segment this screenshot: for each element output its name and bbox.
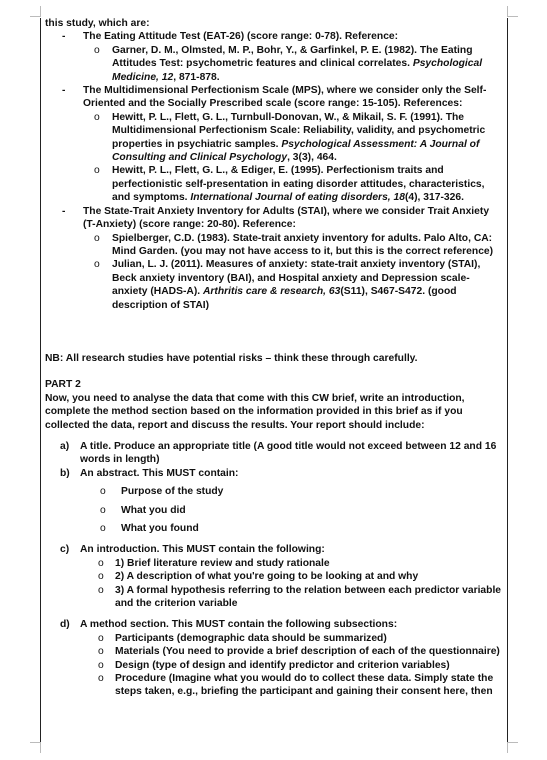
- section-sublist: [100, 485, 503, 535]
- page-corner-mark: [30, 6, 41, 17]
- reference-text: Garner, D. M., Olmsted, M. P., Bohr, Y., & Garfinkel, P. E. (1982). The Eating Attitudes Test: psychometric features and clinical correlates. Psychological Medicine, 12, 871-878.: [112, 44, 483, 83]
- list-item: o Participants (demographic data should be summarized): [98, 632, 387, 644]
- circle-bullet: o: [100, 486, 106, 498]
- part-heading: PART 2: [45, 379, 81, 391]
- reference-item: [94, 111, 503, 165]
- section-letter: b): [60, 467, 70, 479]
- circle-bullet: o: [94, 259, 100, 271]
- page-corner-mark: [507, 6, 518, 17]
- circle-bullet: o: [100, 504, 106, 516]
- part-intro: Now, you need to analyse the data that come with this CW brief, write an introduction, complete the method section based on the information provided in this brief as if you collected the data, report and discuss the results. Your report should include:: [45, 392, 465, 431]
- list-item: o 3) A formal hypothesis referring to the relation between each predictor variable and the criterion variable: [98, 584, 502, 610]
- circle-bullet: o: [98, 571, 104, 583]
- section-text: A method section. This MUST contain the following subsections:: [80, 619, 398, 631]
- section-letter: a): [60, 440, 70, 452]
- measure-item: [62, 30, 503, 43]
- list-item: o 1) Brief literature review and study rationale: [98, 557, 330, 569]
- section-text: An introduction. This MUST contain the following:: [80, 544, 325, 556]
- circle-bullet: o: [94, 44, 100, 56]
- circle-bullet: o: [94, 111, 100, 123]
- circle-bullet: o: [94, 232, 100, 244]
- section-sublist: [98, 632, 503, 699]
- section-sublist: [98, 557, 503, 611]
- circle-bullet: o: [98, 632, 104, 644]
- section-letter: c): [60, 544, 70, 556]
- dash-bullet: -: [62, 31, 66, 43]
- measure-title: The Eating Attitude Test (EAT-26) (score range: 0-78). Reference:: [83, 31, 399, 43]
- measure-item: [62, 205, 503, 232]
- reference-item: [94, 258, 503, 312]
- page-corner-mark: [30, 742, 41, 753]
- circle-bullet: o: [98, 673, 104, 685]
- section-title: [60, 440, 503, 467]
- reference-text: Julian, L. J. (2011). Measures of anxiety: state-trait anxiety inventory (STAI), Beck anxiety inventory (BAI), and Hospital anxiety and Depression scale-anxiety (HADS-A). Arthritis care & research, 63(S11), S467-S472. (good description of STAI): [112, 259, 481, 311]
- circle-bullet: o: [98, 659, 104, 671]
- list-item: o Purpose of the study: [100, 486, 224, 498]
- list-item: o Design (type of design and identify predictor and criterion variables): [98, 659, 450, 671]
- circle-bullet: o: [98, 557, 104, 569]
- list-item: o What you found: [100, 523, 199, 534]
- dash-bullet: -: [62, 85, 66, 97]
- dash-bullet: -: [62, 205, 66, 217]
- circle-bullet: o: [100, 523, 106, 534]
- page-corner-mark: [507, 742, 518, 753]
- reference-text: Spielberger, C.D. (1983). State-trait anxiety inventory for adults. Palo Alto, CA: Mind Garden. (you may not have access to it, but this is the correct reference): [112, 232, 494, 257]
- section-letter: d): [60, 619, 70, 631]
- list-item: o Procedure (Imagine what you would do to collect these data. Simply state the steps taken, e.g., briefing the participant and gaining their consent here, then: [98, 673, 494, 698]
- section-text: An abstract. This MUST contain:: [80, 467, 239, 479]
- measure-title: The Multidimensional Perfectionism Scale (MPS), where we consider only the Self-Oriented and the Socially Prescribed scale (score range: 15-105). References:: [83, 85, 487, 110]
- reference-text: Hewitt, P. L., Flett, G. L., Turnbull-Donovan, W., & Mikail, S. F. (1991). The Multidimensional Perfectionism Scale: Reliability, validity, and psychometric properties in psychiatric samples. Psychological Assessment: A Journal of Consulting and Clinical Psychology, 3(3), 464.: [112, 111, 486, 164]
- section-text: A title. Produce an appropriate title (A good title would not exceed between 12 and 16 words in length): [80, 440, 497, 466]
- section-method: [60, 618, 503, 631]
- document-body: [45, 17, 503, 699]
- reference-item: [94, 44, 503, 84]
- nb-note: NB: All research studies have potential risks – think these through carefully.: [45, 352, 418, 364]
- reference-list: [94, 232, 503, 312]
- measure-title: The State-Trait Anxiety Inventory for Adults (STAI), where we consider Trait Anxiety (T-Anxiety) (score range: 20-80). Reference:: [83, 205, 490, 231]
- circle-bullet: o: [98, 646, 104, 658]
- intro-line: this study, which are:: [45, 18, 150, 29]
- circle-bullet: o: [94, 165, 100, 177]
- measure-item: [62, 84, 503, 111]
- reference-item: [94, 232, 503, 259]
- reference-text: Hewitt, P. L., Flett, G. L., & Ediger, E. (1995). Perfectionism traits and perfectionistic self-presentation in eating disorder attitudes, characteristics, and symptoms. International Journal of eating disorders, 18(4), 317-326.: [112, 165, 485, 204]
- section-introduction: [60, 543, 503, 556]
- circle-bullet: o: [98, 584, 104, 596]
- list-item: o 2) A description of what you're going to be looking at and why: [98, 571, 419, 583]
- list-item: o Materials (You need to provide a brief description of each of the questionnaire): [98, 646, 500, 658]
- list-item: o What you did: [100, 504, 186, 516]
- section-abstract: [60, 467, 503, 480]
- reference-list: [94, 44, 503, 84]
- reference-list: [94, 111, 503, 205]
- reference-item: [94, 164, 503, 204]
